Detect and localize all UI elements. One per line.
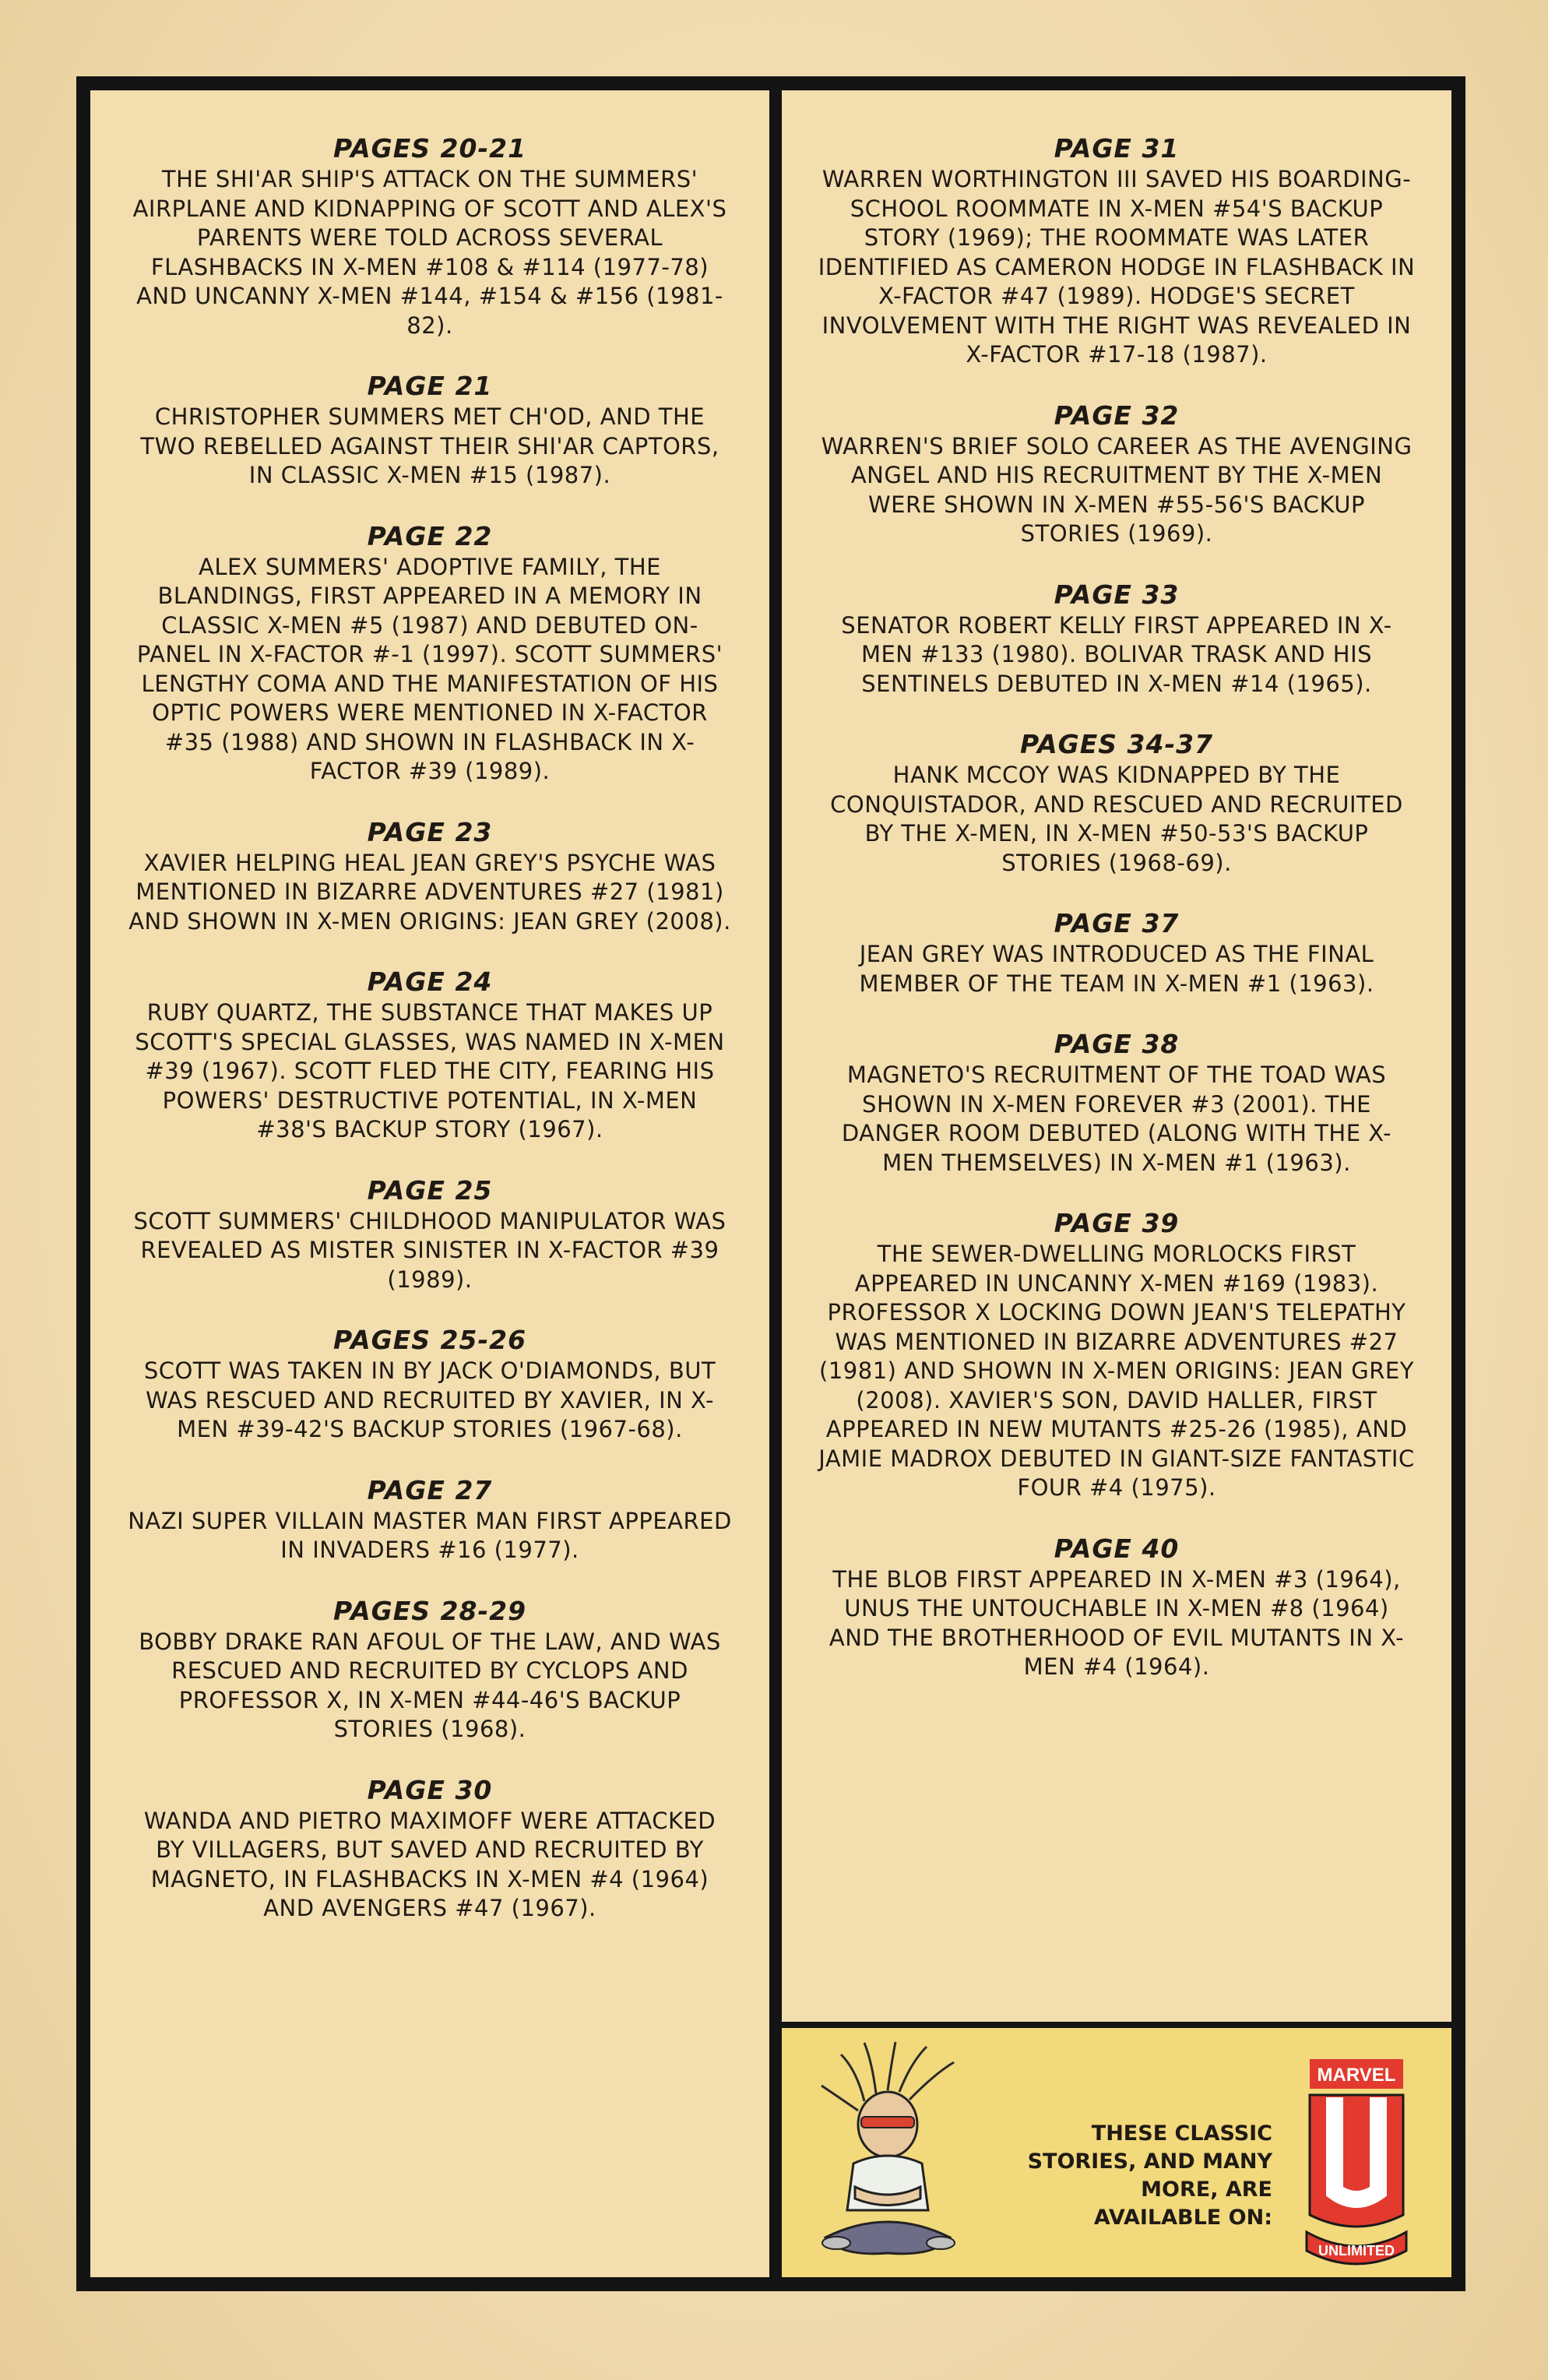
entry — [90, 134, 769, 340]
entry-title: PAGE 25 — [367, 1174, 493, 1206]
entry — [782, 730, 1451, 878]
entry — [782, 134, 1451, 370]
logo-unlimited-label: UNLIMITED — [1318, 2243, 1395, 2259]
entry-title: PAGE 39 — [1054, 1208, 1180, 1238]
entry-text: BOBBY DRAKE RAN AFOUL OF THE LAW, AND WAS RESCUED AND RECRUITED BY CYCLOPS AND PROFESSOR X, IN X-MEN #44-46'S BACKUP STORIES (1968). — [139, 1628, 721, 1742]
entry-title: PAGES 34-37 — [1019, 729, 1214, 759]
entry-title: PAGE 24 — [367, 966, 493, 997]
logo-marvel-label: MARVEL — [1317, 2065, 1396, 2086]
entry — [90, 1176, 769, 1295]
entry — [90, 1597, 769, 1745]
entry-text: WARREN WORTHINGTON III SAVED HIS BOARDING-SCHOOL ROOMMATE IN X-MEN #54'S BACKUP STORY (1969); THE ROOMMATE WAS LATER IDENTIFIED AS CAMERON HODGE IN FLASHBACK IN X-FACTOR #47 (1989). HODGE'S SECRET INVOLVEMENT WITH THE RIGHT WAS REVEALED IN X-FACTOR #17-18 (1987). — [818, 166, 1416, 368]
entry-title: PAGES 25-26 — [332, 1325, 527, 1355]
entry-title: PAGE 23 — [367, 816, 493, 847]
entry-title: PAGE 32 — [1054, 400, 1180, 431]
entry-text: NAZI SUPER VILLAIN MASTER MAN FIRST APPEARED IN INVADERS #16 (1977). — [128, 1507, 732, 1563]
entry-text: XAVIER HELPING HEAL JEAN GREY'S PSYCHE WAS MENTIONED IN BIZARRE ADVENTURES #27 (1981) AND SHOWN IN X-MEN ORIGINS: JEAN GREY (2008). — [128, 849, 731, 935]
entry-text: MAGNETO'S RECRUITMENT OF THE TOAD WAS SHOWN IN X-MEN FOREVER #3 (2001). THE DANGER ROOM DEBUTED (ALONG WITH THE X-MEN THEMSELVES) IN X-MEN #1 (1963). — [841, 1061, 1392, 1176]
entry — [782, 580, 1451, 699]
entry-text: SCOTT SUMMERS' CHILDHOOD MANIPULATOR WAS REVEALED AS MISTER SINISTER IN X-FACTOR #39 (1989). — [133, 1207, 727, 1293]
entry — [90, 522, 769, 787]
entry — [90, 371, 769, 491]
entry-text: CHRISTOPHER SUMMERS MET CH'OD, AND THE TWO REBELLED AGAINST THEIR SHI'AR CAPTORS, IN CLASSIC X-MEN #15 (1987). — [140, 403, 719, 488]
entry-text: THE SHI'AR SHIP'S ATTACK ON THE SUMMERS' AIRPLANE AND KIDNAPPING OF SCOTT AND ALEX'S PARENTS WERE TOLD ACROSS SEVERAL FLASHBACKS IN X-MEN #108 & #114 (1977-78) AND UNCANNY X-MEN #144, #154 & #156 (1981-82). — [132, 166, 727, 339]
left-column — [84, 84, 776, 2283]
entry-title: PAGE 30 — [367, 1774, 493, 1805]
entry — [90, 1776, 769, 1924]
entry — [90, 1326, 769, 1445]
entry-text: WANDA AND PIETRO MAXIMOFF WERE ATTACKED BY VILLAGERS, BUT SAVED AND RECRUITED BY MAGNETO, IN FLASHBACKS IN X-MEN #4 (1964) AND AVENGERS #47 (1967). — [143, 1807, 716, 1921]
right-entries-list — [782, 134, 1451, 1713]
entry-text: ALEX SUMMERS' ADOPTIVE FAMILY, THE BLANDINGS, FIRST APPEARED IN A MEMORY IN CLASSIC X-MEN #5 (1987) AND DEBUTED ON-PANEL IN X-FACTOR #-1 (1997). SCOTT SUMMERS' LENGTHY COMA AND THE MANIFESTATION OF HIS OPTIC POWERS WERE MENTIONED IN X-FACTOR #35 (1988) AND SHOWN IN FLASHBACK IN X-FACTOR #39 (1989). — [136, 553, 723, 784]
entry — [90, 818, 769, 937]
entry-text: THE BLOB FIRST APPEARED IN X-MEN #3 (1964), UNUS THE UNTOUCHABLE IN X-MEN #8 (1964) AND THE BROTHERHOOD OF EVIL MUTANTS IN X-MEN #4 (1964). — [829, 1565, 1405, 1680]
entry-text: THE SEWER-DWELLING MORLOCKS FIRST APPEARED IN UNCANNY X-MEN #169 (1983). PROFESSOR X LOCKING DOWN JEAN'S TELEPATHY WAS MENTIONED IN BIZARRE ADVENTURES #27 (1981) AND SHOWN IN X-MEN ORIGINS: JEAN GREY (2008). XAVIER'S SON, DAVID HALLER, FIRST APPEARED IN NEW MUTANTS #25-26 (1985), AND JAMIE MADROX DEBUTED IN GIANT-SIZE FANTASTIC FOUR #4 (1975). — [818, 1241, 1415, 1501]
entry-text: HANK MCCOY WAS KIDNAPPED BY THE CONQUISTADOR, AND RESCUED AND RECRUITED BY THE X-MEN, IN X-MEN #50-53'S BACKUP STORIES (1968-69). — [830, 762, 1403, 876]
left-entries-list — [90, 134, 769, 1955]
entry-text: RUBY QUARTZ, THE SUBSTANCE THAT MAKES UP SCOTT'S SPECIAL GLASSES, WAS NAMED IN X-MEN #39 (1967). SCOTT FLED THE CITY, FEARING HIS POWERS' DESTRUCTIVE POTENTIAL, IN X-MEN #38'S BACKUP STORY (1967). — [135, 999, 725, 1142]
entry-text: SCOTT WAS TAKEN IN BY JACK O'DIAMONDS, BUT WAS RESCUED AND RECRUITED BY XAVIER, IN X-MEN #39-42'S BACKUP STORIES (1967-68). — [143, 1357, 716, 1442]
entry — [90, 1476, 769, 1565]
entry — [782, 1534, 1451, 1682]
entry — [782, 1209, 1451, 1503]
entry — [90, 967, 769, 1145]
entry-title: PAGE 27 — [367, 1474, 493, 1505]
entry-title: PAGE 22 — [367, 520, 493, 551]
entry-title: PAGE 33 — [1054, 579, 1180, 610]
entry — [782, 909, 1451, 998]
promo-panel — [776, 2022, 1458, 2283]
entry-title: PAGES 28-29 — [332, 1595, 527, 1626]
marvel-unlimited-logo[interactable] — [1302, 2059, 1411, 2269]
entry-title: PAGES 20-21 — [332, 133, 527, 164]
entry-text: WARREN'S BRIEF SOLO CAREER AS THE AVENGING ANGEL AND HIS RECRUITMENT BY THE X-MEN WERE SHOWN IN X-MEN #55-56'S BACKUP STORIES (1969). — [821, 432, 1413, 547]
promo-text: THESE CLASSIC STORIES, AND MANY MORE, ARE AVAILABLE ON: — [1027, 2121, 1272, 2230]
entry — [782, 1030, 1451, 1178]
entry-title: PAGE 31 — [1054, 133, 1180, 164]
entry-text: JEAN GREY WAS INTRODUCED AS THE FINAL MEMBER OF THE TEAM IN X-MEN #1 (1963). — [859, 941, 1374, 997]
entry-title: PAGE 40 — [1054, 1533, 1180, 1564]
meditating-kid-illustration — [810, 2039, 981, 2273]
entry-title: PAGE 21 — [367, 371, 493, 401]
right-column — [776, 84, 1458, 2028]
entry-title: PAGE 38 — [1054, 1029, 1180, 1059]
entry-text: SENATOR ROBERT KELLY FIRST APPEARED IN X-MEN #133 (1980). BOLIVAR TRASK AND HIS SENTINELS DEBUTED IN X-MEN #14 (1965). — [841, 611, 1392, 697]
entry-title: PAGE 37 — [1054, 908, 1180, 938]
entry — [782, 401, 1451, 549]
